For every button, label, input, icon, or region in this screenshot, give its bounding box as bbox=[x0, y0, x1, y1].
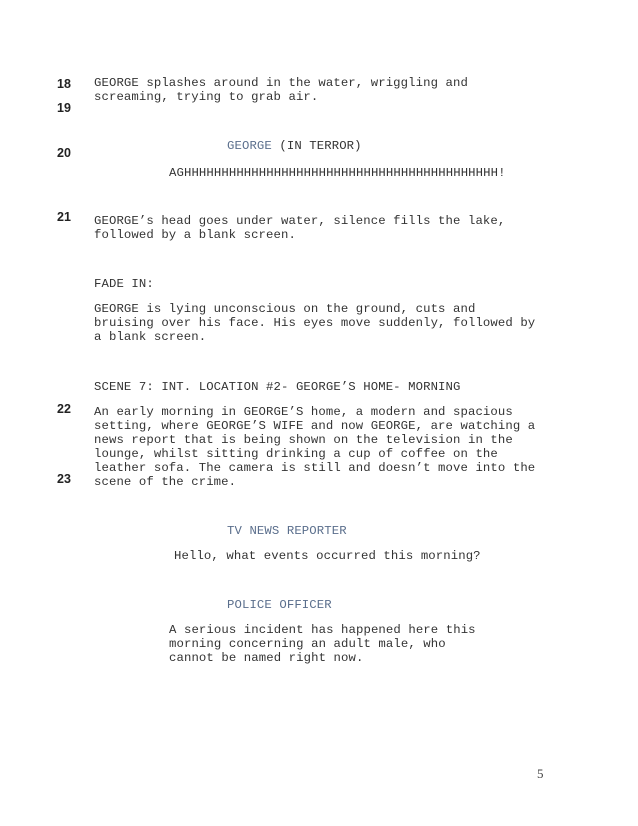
character-name: GEORGE bbox=[227, 139, 272, 153]
scene-number-19: 19 bbox=[57, 101, 71, 115]
action-paragraph: GEORGE’s head goes under water, silence fills the lake, followed by a blank screen. bbox=[94, 214, 506, 242]
scene-number-22: 22 bbox=[57, 402, 71, 416]
character-cue: POLICE OFFICER bbox=[227, 598, 332, 612]
character-extension: (IN TERROR) bbox=[271, 139, 362, 153]
scene-number-20: 20 bbox=[57, 146, 71, 160]
scene-heading: SCENE 7: INT. LOCATION #2- GEORGE’S HOME- MORNING bbox=[94, 380, 461, 394]
scene-number-21: 21 bbox=[57, 210, 71, 224]
action-paragraph: GEORGE is lying unconscious on the ground, cuts and bruising over his face. His eyes move suddenly, followed by a blank screen. bbox=[94, 302, 536, 344]
page-number: 5 bbox=[537, 766, 544, 781]
character-cue: TV NEWS REPORTER bbox=[227, 524, 347, 538]
action-paragraph: GEORGE splashes around in the water, wriggling and screaming, trying to grab air. bbox=[94, 76, 468, 104]
dialogue: A serious incident has happened here this morning concerning an adult male, who cannot be named right now. bbox=[169, 623, 476, 665]
dialogue: Hello, what events occurred this morning? bbox=[174, 549, 481, 563]
transition: FADE IN: bbox=[94, 277, 154, 291]
scene-number-18: 18 bbox=[57, 77, 71, 91]
dialogue: AGHHHHHHHHHHHHHHHHHHHHHHHHHHHHHHHHHHHHHHHHHH! bbox=[169, 166, 506, 180]
character-cue bbox=[227, 139, 362, 153]
scene-number-23: 23 bbox=[57, 472, 71, 486]
action-paragraph: An early morning in GEORGE’S home, a modern and spacious setting, where GEORGE’S WIFE and now GEORGE, are watching a news report that is being shown on the television in the lounge, whilst sitting drinking a cup of coffee on the leather sofa. The camera is still and doesn’t move into the scene of the crime. bbox=[94, 405, 536, 489]
